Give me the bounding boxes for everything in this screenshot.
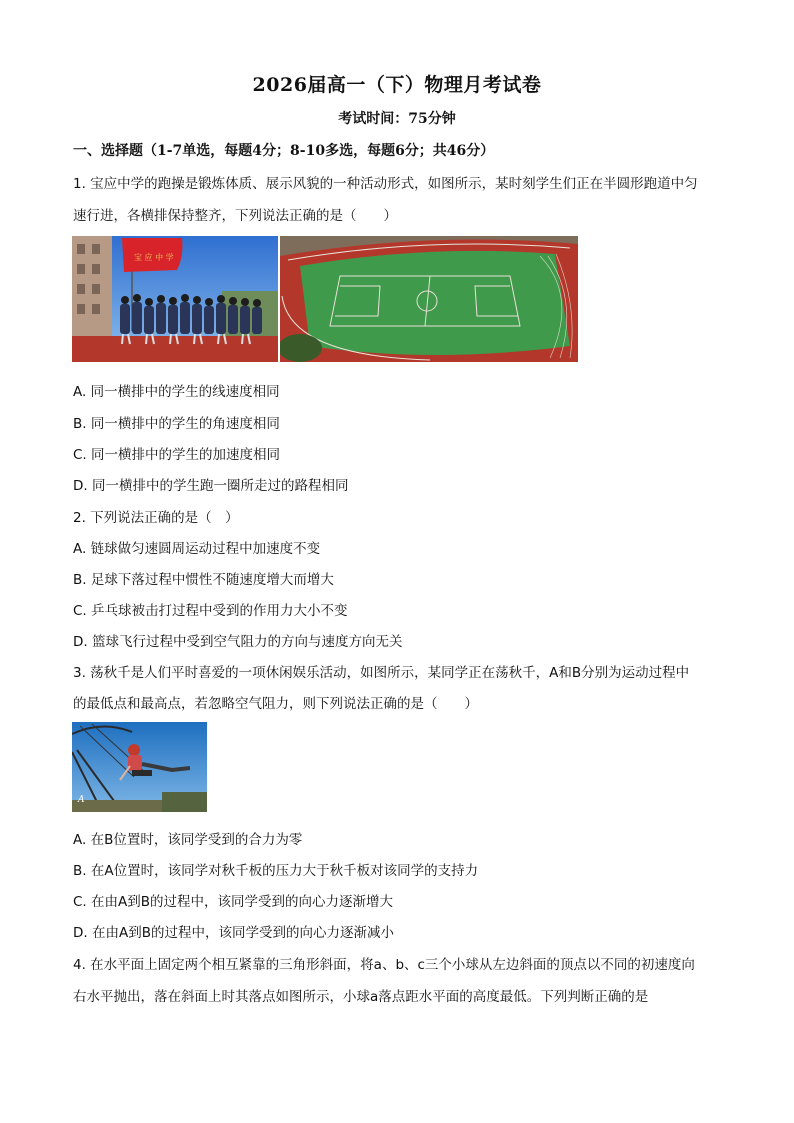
swing-point-label: A xyxy=(78,795,85,805)
q3-option-a: A. 在B位置时，该同学受到的合力为零 xyxy=(73,832,303,848)
swing-photo xyxy=(72,722,207,812)
q3-option-d: D. 在由A到B的过程中，该同学受到的向心力逐渐减小 xyxy=(73,925,394,941)
q1-option-c: C. 同一横排中的学生的加速度相同 xyxy=(73,447,281,463)
q2-option-b: B. 足球下落过程中惯性不随速度增大而增大 xyxy=(73,572,334,588)
q1-option-b: B. 同一横排中的学生的角速度相同 xyxy=(73,416,280,432)
section-heading: 一、选择题（1-7单选，每题4分；8-10多选，每题6分；共46分） xyxy=(73,143,495,159)
q2-stem: 2. 下列说法正确的是（ ） xyxy=(73,510,239,526)
q4-stem-line-2: 右水平抛出，落在斜面上时其落点如图所示，小球a落点距水平面的高度最低。下列判断正确的是 xyxy=(73,989,649,1005)
q1-option-d: D. 同一横排中的学生跑一圈所走过的路程相同 xyxy=(73,478,349,494)
exam-title: 2026届高一（下）物理月考试卷 xyxy=(252,74,542,96)
running-drill-photo xyxy=(72,236,278,362)
q2-option-a: A. 链球做匀速圆周运动过程中加速度不变 xyxy=(73,541,321,557)
q2-option-c: C. 乒乓球被击打过程中受到的作用力大小不变 xyxy=(73,603,348,619)
q1-option-a: A. 同一横排中的学生的线速度相同 xyxy=(73,384,280,400)
q2-option-d: D. 篮球飞行过程中受到空气阻力的方向与速度方向无关 xyxy=(73,634,403,650)
q3-option-b: B. 在A位置时，该同学对秋千板的压力大于秋千板对该同学的支持力 xyxy=(73,863,479,879)
flag-text: 宝 应 中 学 xyxy=(134,253,174,262)
q3-option-c: C. 在由A到B的过程中，该同学受到的向心力逐渐增大 xyxy=(73,894,394,910)
q1-stem-line-1: 1. 宝应中学的跑操是锻炼体质、展示风貌的一种活动形式，如图所示，某时刻学生们正在半圆形跑道中匀 xyxy=(73,176,698,192)
exam-duration: 考试时间：75分钟 xyxy=(338,111,456,127)
running-track-photo xyxy=(280,236,578,362)
q3-stem-line-1: 3. 荡秋千是人们平时喜爱的一项休闲娱乐活动，如图所示，某同学正在荡秋千，A和B分别为运动过程中 xyxy=(73,665,690,681)
q3-stem-line-2: 的最低点和最高点，若忽略空气阻力，则下列说法正确的是（ ） xyxy=(73,696,478,712)
q1-stem-line-2: 速行进，各横排保持整齐，下列说法正确的是（ ） xyxy=(73,208,397,224)
q4-stem-line-1: 4. 在水平面上固定两个相互紧靠的三角形斜面，将a、b、c三个小球从左边斜面的顶点以不同的初速度向 xyxy=(73,957,695,973)
